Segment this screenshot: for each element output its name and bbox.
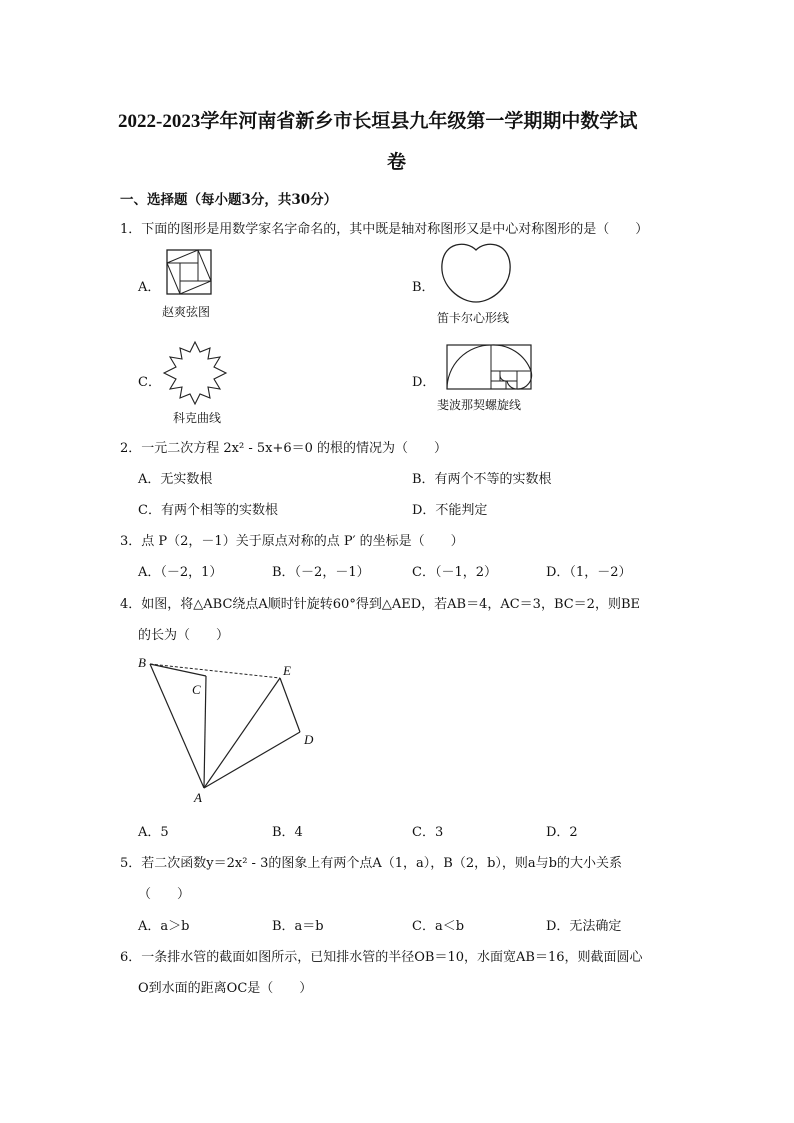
question-4-stem-line2: 的长为（ ） [138,628,230,643]
q1-option-a-letter: A． [138,280,161,295]
q4-option-a: A．5 [138,825,169,840]
figure-label-a: A [194,790,202,805]
koch-snowflake-figure [160,340,230,406]
question-5-stem-line1: 5．若二次函数y＝2x² - 3的图象上有两个点A（1，a），B（2，b），则a与b的大小关系 [120,856,622,871]
question-4-stem-line1: 4．如图，将△ABC绕点A顺时针旋转60°得到△AED，若AB＝4，AC＝3，BC＝2，则BE [120,597,641,612]
question-3-stem: 3．点 P（2，－1）关于原点对称的点 P′ 的坐标是（ ） [120,534,464,549]
q2-option-c: C．有两个相等的实数根 [138,503,278,518]
cardioid-figure [440,242,512,304]
q2-option-b: B．有两个不等的实数根 [412,472,552,487]
figure-label-e: E [283,663,291,678]
q1-option-d-letter: D． [412,375,436,390]
q1-option-d-caption: 斐波那契螺旋线 [437,398,522,412]
page-title: 2022-2023学年河南省新乡市长垣县九年级第一学期期中数学试 [118,111,638,132]
figure-label-c: C [192,682,201,697]
q5-option-c: C．a＜b [412,919,465,934]
q4-option-c: C．3 [412,825,444,840]
q1-option-a-caption: 赵爽弦图 [162,305,211,319]
question-5-stem-line2: （ ） [138,887,191,902]
figure-label-b: B [138,655,146,670]
question-1-stem: 1．下面的图形是用数学家名字命名的，其中既是轴对称图形又是中心对称图形的是（ ） [120,222,649,237]
figure-label-d: D [304,732,314,747]
section-heading: 一、选择题（每小题3分，共30分） [120,192,338,208]
q3-option-d: D．（1，－2） [546,565,632,580]
q3-option-c: C．（－1，2） [412,565,497,580]
q1-option-b-caption: 笛卡尔心形线 [437,311,510,325]
q1-option-c-caption: 科克曲线 [173,411,222,425]
question-2-stem: 2．一元二次方程 2x² - 5x+6＝0 的根的情况为（ ） [120,441,448,456]
question-6-stem-line2: O到水面的距离OC是（ ） [138,981,313,996]
question-6-stem-line1: 6．一条排水管的截面如图所示，已知排水管的半径OB＝10，水面宽AB＝16，则截面圆心 [120,950,643,965]
q2-option-d: D．不能判定 [412,503,488,518]
q1-option-b-letter: B． [412,280,435,295]
fibonacci-spiral-figure [446,344,532,390]
q5-option-a: A．a＞b [138,919,190,934]
q4-option-d: D．2 [546,825,578,840]
q1-option-c-letter: C． [138,375,161,390]
page-title-continued: 卷 [387,152,407,173]
q5-option-d: D．无法确定 [546,919,622,934]
q3-option-b: B．（－2，－1） [272,565,370,580]
q5-option-b: B．a＝b [272,919,324,934]
q4-option-b: B．4 [272,825,303,840]
q2-option-a: A．无实数根 [138,472,213,487]
rotation-triangle-figure [130,650,330,810]
zhaoshuang-figure [166,249,212,295]
q3-option-a: A．（－2，1） [138,565,223,580]
